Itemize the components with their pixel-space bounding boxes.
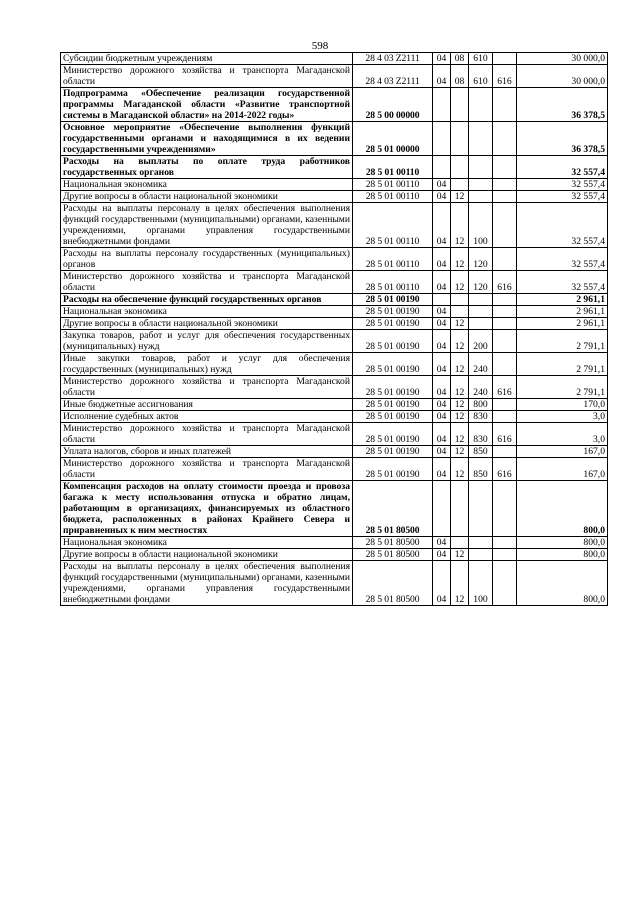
target-code-cell: 28 5 01 00190 — [353, 423, 433, 446]
subsection-cell — [451, 481, 469, 537]
table-row — [61, 179, 608, 191]
amount-cell: 2 961,1 — [517, 318, 608, 330]
expense-type-cell: 800 — [469, 399, 493, 411]
expense-name-cell: Министерство дорожного хозяйства и транспорта Магаданской области — [61, 65, 353, 88]
expense-name-cell: Другие вопросы в области национальной экономики — [61, 318, 353, 330]
department-code-cell — [493, 53, 517, 65]
section-cell: 04 — [433, 376, 451, 399]
table-row — [61, 411, 608, 423]
table-row — [61, 53, 608, 65]
amount-cell: 36 378,5 — [517, 88, 608, 122]
table-row — [61, 248, 608, 271]
subsection-cell: 08 — [451, 65, 469, 88]
section-cell: 04 — [433, 248, 451, 271]
section-cell: 04 — [433, 271, 451, 294]
amount-cell: 32 557,4 — [517, 156, 608, 179]
expense-type-cell — [469, 156, 493, 179]
subsection-cell: 12 — [451, 353, 469, 376]
amount-cell: 32 557,4 — [517, 179, 608, 191]
department-code-cell — [493, 88, 517, 122]
expense-name-cell: Министерство дорожного хозяйства и транспорта Магаданской области — [61, 271, 353, 294]
department-code-cell — [493, 156, 517, 179]
subsection-cell — [451, 122, 469, 156]
target-code-cell: 28 5 01 00190 — [353, 353, 433, 376]
section-cell: 04 — [433, 191, 451, 203]
expense-type-cell: 240 — [469, 376, 493, 399]
section-cell — [433, 156, 451, 179]
subsection-cell: 12 — [451, 330, 469, 353]
department-code-cell — [493, 318, 517, 330]
expense-name-cell: Уплата налогов, сборов и иных платежей — [61, 446, 353, 458]
target-code-cell: 28 5 01 00190 — [353, 446, 433, 458]
section-cell — [433, 294, 451, 306]
amount-cell: 2 791,1 — [517, 353, 608, 376]
section-cell: 04 — [433, 203, 451, 248]
subsection-cell: 12 — [451, 271, 469, 294]
target-code-cell: 28 5 01 00190 — [353, 399, 433, 411]
department-code-cell — [493, 191, 517, 203]
expense-type-cell: 830 — [469, 411, 493, 423]
department-code-cell: 616 — [493, 458, 517, 481]
amount-cell: 32 557,4 — [517, 203, 608, 248]
department-code-cell — [493, 330, 517, 353]
table-row — [61, 88, 608, 122]
department-code-cell — [493, 481, 517, 537]
amount-cell: 32 557,4 — [517, 191, 608, 203]
target-code-cell: 28 5 01 00110 — [353, 248, 433, 271]
section-cell: 04 — [433, 549, 451, 561]
subsection-cell: 12 — [451, 458, 469, 481]
expense-name-cell: Национальная экономика — [61, 306, 353, 318]
expense-name-cell: Субсидии бюджетным учреждениям — [61, 53, 353, 65]
target-code-cell: 28 5 01 00110 — [353, 203, 433, 248]
department-code-cell — [493, 353, 517, 376]
table-row — [61, 318, 608, 330]
expense-type-cell: 200 — [469, 330, 493, 353]
amount-cell: 3,0 — [517, 423, 608, 446]
expense-name-cell: Национальная экономика — [61, 537, 353, 549]
target-code-cell: 28 5 01 00190 — [353, 376, 433, 399]
department-code-cell — [493, 561, 517, 606]
section-cell: 04 — [433, 65, 451, 88]
expense-type-cell: 240 — [469, 353, 493, 376]
expense-type-cell — [469, 537, 493, 549]
amount-cell: 36 378,5 — [517, 122, 608, 156]
expense-type-cell: 610 — [469, 53, 493, 65]
target-code-cell: 28 5 01 00190 — [353, 330, 433, 353]
amount-cell: 800,0 — [517, 537, 608, 549]
subsection-cell — [451, 294, 469, 306]
table-row — [61, 191, 608, 203]
expense-name-cell: Министерство дорожного хозяйства и транспорта Магаданской области — [61, 376, 353, 399]
amount-cell: 32 557,4 — [517, 248, 608, 271]
table-row — [61, 481, 608, 537]
expense-type-cell — [469, 549, 493, 561]
expense-name-cell: Другие вопросы в области национальной экономики — [61, 549, 353, 561]
expense-type-cell — [469, 306, 493, 318]
subsection-cell: 12 — [451, 561, 469, 606]
amount-cell: 170,0 — [517, 399, 608, 411]
target-code-cell: 28 5 01 00190 — [353, 318, 433, 330]
amount-cell: 800,0 — [517, 561, 608, 606]
amount-cell: 2 961,1 — [517, 306, 608, 318]
expense-name-cell: Иные бюджетные ассигнования — [61, 399, 353, 411]
expense-name-cell: Министерство дорожного хозяйства и транспорта Магаданской области — [61, 458, 353, 481]
section-cell: 04 — [433, 318, 451, 330]
target-code-cell: 28 5 01 80500 — [353, 549, 433, 561]
expense-type-cell — [469, 179, 493, 191]
department-code-cell — [493, 537, 517, 549]
target-code-cell: 28 5 01 00190 — [353, 458, 433, 481]
subsection-cell: 08 — [451, 53, 469, 65]
expense-name-cell: Другие вопросы в области национальной экономики — [61, 191, 353, 203]
section-cell — [433, 481, 451, 537]
target-code-cell: 28 5 01 80500 — [353, 481, 433, 537]
target-code-cell: 28 5 01 80500 — [353, 561, 433, 606]
subsection-cell — [451, 156, 469, 179]
subsection-cell: 12 — [451, 203, 469, 248]
target-code-cell: 28 5 01 80500 — [353, 537, 433, 549]
expense-name-cell: Иные закупки товаров, работ и услуг для обеспечения государственных (муниципальных) нужд — [61, 353, 353, 376]
amount-cell: 2 791,1 — [517, 376, 608, 399]
expense-type-cell: 610 — [469, 65, 493, 88]
expense-type-cell — [469, 88, 493, 122]
section-cell: 04 — [433, 446, 451, 458]
department-code-cell — [493, 411, 517, 423]
table-row — [61, 376, 608, 399]
target-code-cell: 28 5 01 00190 — [353, 411, 433, 423]
amount-cell: 167,0 — [517, 446, 608, 458]
department-code-cell — [493, 248, 517, 271]
target-code-cell: 28 4 03 Z2111 — [353, 65, 433, 88]
department-code-cell: 616 — [493, 423, 517, 446]
amount-cell: 30 000,0 — [517, 53, 608, 65]
expense-type-cell — [469, 191, 493, 203]
department-code-cell — [493, 179, 517, 191]
amount-cell: 3,0 — [517, 411, 608, 423]
section-cell: 04 — [433, 330, 451, 353]
expense-type-cell: 120 — [469, 271, 493, 294]
table-row — [61, 458, 608, 481]
department-code-cell: 616 — [493, 65, 517, 88]
table-row — [61, 271, 608, 294]
target-code-cell: 28 5 01 00190 — [353, 294, 433, 306]
subsection-cell: 12 — [451, 318, 469, 330]
amount-cell: 167,0 — [517, 458, 608, 481]
expense-type-cell: 120 — [469, 248, 493, 271]
subsection-cell: 12 — [451, 191, 469, 203]
budget-table — [60, 52, 608, 606]
subsection-cell — [451, 179, 469, 191]
table-row — [61, 122, 608, 156]
table-row — [61, 65, 608, 88]
expense-type-cell — [469, 294, 493, 306]
department-code-cell — [493, 549, 517, 561]
target-code-cell: 28 5 01 00110 — [353, 271, 433, 294]
expense-type-cell: 830 — [469, 423, 493, 446]
section-cell: 04 — [433, 306, 451, 318]
department-code-cell: 616 — [493, 376, 517, 399]
amount-cell: 2 961,1 — [517, 294, 608, 306]
expense-name-cell: Расходы на обеспечение функций государственных органов — [61, 294, 353, 306]
subsection-cell — [451, 88, 469, 122]
section-cell: 04 — [433, 399, 451, 411]
expense-type-cell — [469, 481, 493, 537]
target-code-cell: 28 5 01 00190 — [353, 306, 433, 318]
department-code-cell — [493, 446, 517, 458]
table-row — [61, 203, 608, 248]
department-code-cell — [493, 294, 517, 306]
section-cell: 04 — [433, 561, 451, 606]
table-row — [61, 446, 608, 458]
amount-cell: 800,0 — [517, 481, 608, 537]
amount-cell: 800,0 — [517, 549, 608, 561]
amount-cell: 2 791,1 — [517, 330, 608, 353]
expense-type-cell: 850 — [469, 446, 493, 458]
expense-name-cell: Компенсация расходов на оплату стоимости проезда и провоза багажа к месту использования отпуска и обратно лицам, работающим в организациях, финансируемых из областного бюджета, расположенных в районах Крайнего Севера и приравненных к ним местностях — [61, 481, 353, 537]
section-cell — [433, 88, 451, 122]
subsection-cell: 12 — [451, 376, 469, 399]
department-code-cell — [493, 203, 517, 248]
expense-type-cell: 850 — [469, 458, 493, 481]
section-cell — [433, 122, 451, 156]
section-cell: 04 — [433, 53, 451, 65]
department-code-cell — [493, 399, 517, 411]
subsection-cell: 12 — [451, 549, 469, 561]
table-row — [61, 561, 608, 606]
table-row — [61, 549, 608, 561]
expense-type-cell — [469, 318, 493, 330]
expense-name-cell: Расходы на выплаты по оплате труда работников государственных органов — [61, 156, 353, 179]
department-code-cell: 616 — [493, 271, 517, 294]
expense-name-cell: Исполнение судебных актов — [61, 411, 353, 423]
target-code-cell: 28 5 01 00110 — [353, 179, 433, 191]
subsection-cell: 12 — [451, 423, 469, 446]
subsection-cell — [451, 537, 469, 549]
expense-name-cell: Закупка товаров, работ и услуг для обеспечения государственных (муниципальных) нужд — [61, 330, 353, 353]
expense-type-cell: 100 — [469, 561, 493, 606]
target-code-cell: 28 5 00 00000 — [353, 88, 433, 122]
table-body — [61, 53, 608, 606]
subsection-cell: 12 — [451, 446, 469, 458]
expense-name-cell: Основное мероприятие «Обеспечение выполнения функций государственными органами и находящимися в их ведении государственными учреждениями» — [61, 122, 353, 156]
subsection-cell: 12 — [451, 411, 469, 423]
section-cell: 04 — [433, 179, 451, 191]
expense-type-cell: 100 — [469, 203, 493, 248]
target-code-cell: 28 5 01 00110 — [353, 191, 433, 203]
table-row — [61, 156, 608, 179]
expense-name-cell: Расходы на выплаты персоналу государственных (муниципальных) органов — [61, 248, 353, 271]
expense-type-cell — [469, 122, 493, 156]
section-cell: 04 — [433, 411, 451, 423]
table-row — [61, 423, 608, 446]
target-code-cell: 28 5 01 00000 — [353, 122, 433, 156]
table-row — [61, 294, 608, 306]
target-code-cell: 28 4 03 Z2111 — [353, 53, 433, 65]
section-cell: 04 — [433, 458, 451, 481]
department-code-cell — [493, 306, 517, 318]
expense-name-cell: Расходы на выплаты персоналу в целях обеспечения выполнения функций государственными (муниципальными) органами, казенными учреждениями, органами управления государственными внебюджетными фондами — [61, 203, 353, 248]
section-cell: 04 — [433, 537, 451, 549]
expense-name-cell: Министерство дорожного хозяйства и транспорта Магаданской области — [61, 423, 353, 446]
subsection-cell — [451, 306, 469, 318]
section-cell: 04 — [433, 353, 451, 376]
expense-name-cell: Национальная экономика — [61, 179, 353, 191]
amount-cell: 30 000,0 — [517, 65, 608, 88]
table-row — [61, 537, 608, 549]
table-row — [61, 399, 608, 411]
department-code-cell — [493, 122, 517, 156]
table-row — [61, 353, 608, 376]
subsection-cell: 12 — [451, 399, 469, 411]
amount-cell: 32 557,4 — [517, 271, 608, 294]
expense-name-cell: Подпрограмма «Обеспечение реализации государственной программы Магаданской области «Развитие транспортной системы в Магаданской области» на 2014-2022 годы» — [61, 88, 353, 122]
target-code-cell: 28 5 01 00110 — [353, 156, 433, 179]
subsection-cell: 12 — [451, 248, 469, 271]
page-number: 598 — [311, 40, 329, 52]
table-row — [61, 330, 608, 353]
section-cell: 04 — [433, 423, 451, 446]
table-row — [61, 306, 608, 318]
expense-name-cell: Расходы на выплаты персоналу в целях обеспечения выполнения функций государственными (муниципальными) органами, казенными учреждениями, органами управления государственными внебюджетными фондами — [61, 561, 353, 606]
